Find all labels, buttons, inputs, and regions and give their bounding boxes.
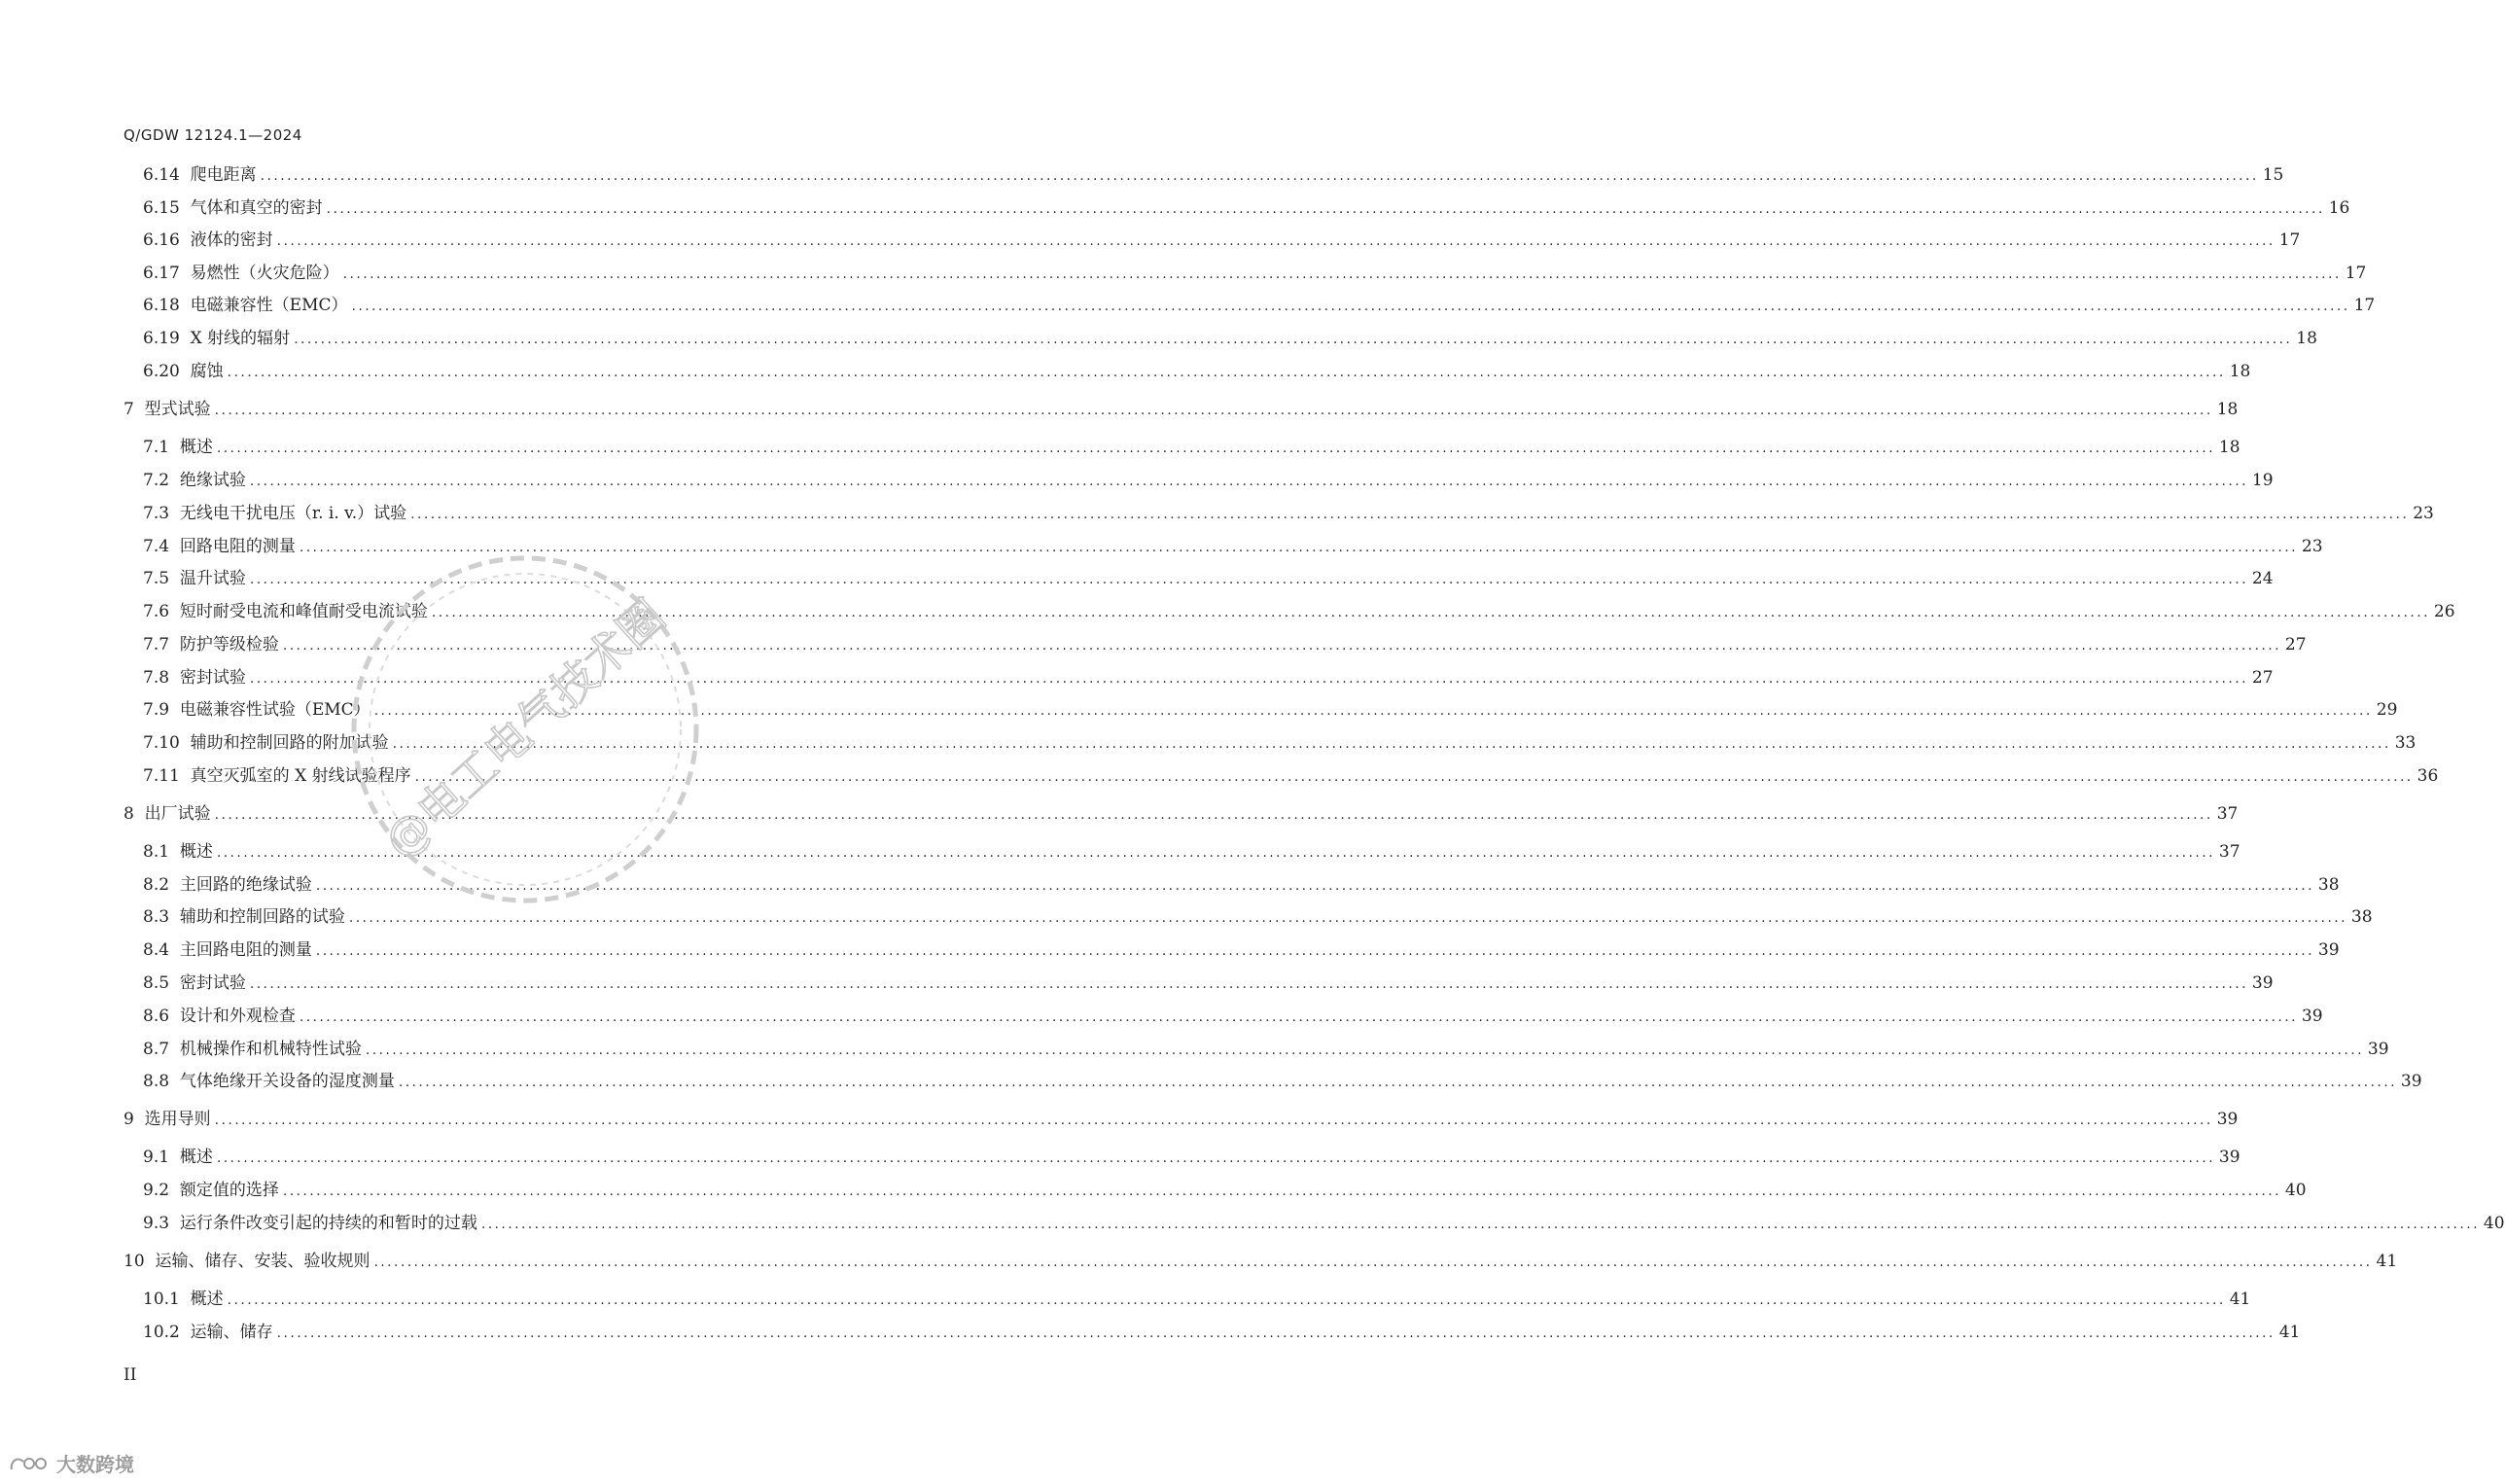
toc-entry-title: 防护等级检验 — [179, 635, 279, 654]
toc-entry-spacer — [180, 261, 191, 286]
toc-entry-title: 概述 — [179, 1148, 213, 1167]
toc-entry-spacer — [169, 1211, 180, 1236]
toc-dot-leader: ............................................................................................................................................................................................................................................................................................................ — [351, 299, 2350, 314]
toc-entry-spacer — [180, 162, 191, 188]
toc-entry-page: 33 — [2394, 733, 2417, 753]
toc-entry-number: 10.1 — [143, 1290, 180, 1309]
toc-dot-leader: ............................................................................................................................................................................................................................................................................................................ — [294, 332, 2293, 347]
toc-dot-leader: ............................................................................................................................................................................................................................................................................................................ — [315, 878, 2314, 894]
toc-dot-leader: ............................................................................................................................................................................................................................................................................................................ — [410, 507, 2410, 522]
toc-entry-number: 9 — [123, 1110, 134, 1129]
toc-entry-page: 23 — [2413, 504, 2434, 523]
toc-entry-page: 37 — [2216, 804, 2239, 824]
toc-entry-spacer — [169, 697, 180, 723]
toc-section-entry[interactable] — [143, 1145, 2240, 1170]
toc-entry-number: 7.4 — [143, 537, 170, 556]
toc-section-entry[interactable] — [143, 1004, 2323, 1029]
toc-entry-page: 26 — [2433, 602, 2455, 621]
toc-section-entry[interactable] — [143, 1320, 2301, 1345]
toc-entry-spacer — [169, 435, 180, 460]
toc-dot-leader: ............................................................................................................................................................................................................................................................................................................ — [326, 201, 2325, 217]
toc-entry-page: 17 — [2278, 230, 2301, 250]
toc-entry-page: 15 — [2262, 165, 2284, 185]
toc-section-entry[interactable] — [143, 632, 2307, 657]
toc-dot-leader: ............................................................................................................................................................................................................................................................................................................ — [260, 168, 2259, 184]
toc-dot-leader: ............................................................................................................................................................................................................................................................................................................ — [276, 1325, 2276, 1341]
toc-dot-leader: ............................................................................................................................................................................................................................................................................................................ — [214, 807, 2213, 823]
toc-section-entry[interactable] — [143, 763, 2439, 789]
toc-section-entry[interactable] — [143, 534, 2323, 559]
toc-entry-page: 27 — [2251, 668, 2274, 688]
toc-entry-title: 运输、储存、安装、验收规则 — [155, 1252, 370, 1271]
toc-entry-spacer — [180, 195, 191, 221]
toc-entry-spacer — [169, 501, 180, 526]
toc-section-entry[interactable] — [143, 435, 2240, 460]
toc-dot-leader: ............................................................................................................................................................................................................................................................................................................ — [276, 233, 2276, 249]
toc-entry-spacer — [180, 1287, 191, 1312]
toc-entry-title: 辅助和控制回路的附加试验 — [190, 733, 389, 753]
toc-dot-leader: ............................................................................................................................................................................................................................................................................................................ — [227, 1292, 2226, 1308]
toc-entry-spacer — [169, 632, 180, 657]
toc-entry-spacer — [169, 904, 180, 930]
toc-entry-page: 27 — [2284, 635, 2307, 654]
toc-entry-title: 主回路电阻的测量 — [179, 940, 312, 960]
toc-entry-title: 气体和真空的密封 — [190, 198, 323, 218]
toc-entry-spacer — [180, 326, 191, 351]
toc-dot-leader: ............................................................................................................................................................................................................................................................................................................ — [214, 403, 2213, 418]
toc-section-entry[interactable] — [143, 1069, 2422, 1094]
toc-entry-title: 电磁兼容性（EMC） — [190, 296, 348, 315]
toc-entry-page: 39 — [2301, 1007, 2323, 1026]
toc-entry-spacer — [134, 801, 145, 827]
toc-dot-leader: ............................................................................................................................................................................................................................................................................................................ — [398, 1075, 2397, 1090]
toc-entry-number: 9.2 — [143, 1181, 170, 1200]
page-number-roman: II — [123, 1365, 137, 1385]
toc-entry-number: 7.6 — [143, 602, 170, 621]
toc-entry-number: 8 — [123, 804, 134, 824]
toc-chapter-entry[interactable] — [123, 397, 2239, 422]
toc-entry-title: 无线电干扰电压（r. i. v.）试验 — [179, 504, 407, 523]
toc-entry-number: 7.5 — [143, 569, 170, 588]
toc-chapter-entry[interactable] — [123, 1249, 2398, 1274]
toc-entry-title: 密封试验 — [179, 973, 246, 993]
toc-entry-page: 29 — [2376, 700, 2398, 720]
toc-dot-leader: ............................................................................................................................................................................................................................................................................................................ — [282, 638, 2281, 654]
toc-entry-page: 18 — [2229, 362, 2251, 381]
toc-dot-leader: ............................................................................................................................................................................................................................................................................................................ — [216, 441, 2215, 456]
toc-section-entry[interactable] — [143, 1287, 2251, 1312]
toc-entry-page: 38 — [2317, 875, 2340, 895]
toc-section-entry[interactable] — [143, 228, 2301, 253]
toc-entry-number: 10.2 — [143, 1323, 180, 1342]
toc-entry-title: 绝缘试验 — [179, 471, 246, 490]
toc-entry-number: 7.3 — [143, 504, 170, 523]
toc-chapter-entry[interactable] — [123, 1107, 2239, 1132]
toc-entry-spacer — [169, 534, 180, 559]
toc-entry-spacer — [180, 228, 191, 253]
brand-name: 大数跨境 — [56, 1453, 134, 1476]
toc-entry-page: 18 — [2216, 400, 2239, 419]
toc-entry-number: 6.16 — [143, 230, 180, 250]
watermark-text: @电工电气技术圈 — [373, 589, 676, 868]
toc-dot-leader: ............................................................................................................................................................................................................................................................................................................ — [227, 365, 2226, 380]
toc-dot-leader: ............................................................................................................................................................................................................................................................................................................ — [315, 943, 2314, 959]
toc-dot-leader: ............................................................................................................................................................................................................................................................................................................ — [365, 1042, 2364, 1058]
toc-entry-spacer — [180, 1320, 191, 1345]
toc-entry-spacer — [180, 730, 191, 756]
toc-dot-leader: ............................................................................................................................................................................................................................................................................................................ — [480, 1217, 2480, 1232]
toc-dot-leader: ............................................................................................................................................................................................................................................................................................................ — [249, 976, 2248, 992]
toc-entry-title: 爬电距离 — [190, 165, 257, 185]
toc-entry-title: 型式试验 — [144, 400, 211, 419]
toc-section-entry[interactable] — [143, 599, 2455, 624]
toc-section-entry[interactable] — [143, 1178, 2307, 1203]
toc-entry-spacer — [180, 763, 191, 789]
toc-entry-spacer — [180, 359, 191, 384]
toc-entry-number: 8.5 — [143, 973, 170, 993]
toc-dot-leader: ............................................................................................................................................................................................................................................................................................................ — [373, 1254, 2373, 1270]
toc-dot-leader: ............................................................................................................................................................................................................................................................................................................ — [249, 474, 2248, 489]
toc-entry-title: 气体绝缘开关设备的湿度测量 — [179, 1072, 395, 1091]
toc-section-entry[interactable] — [143, 566, 2274, 591]
toc-entry-number: 10 — [123, 1252, 145, 1271]
toc-entry-title: 短时耐受电流和峰值耐受电流试验 — [179, 602, 428, 621]
toc-entry-spacer — [169, 665, 180, 690]
toc-entry-page: 40 — [2483, 1214, 2505, 1233]
toc-entry-page: 41 — [2376, 1252, 2398, 1271]
toc-entry-spacer — [134, 397, 145, 422]
document-code-header: Q/GDW 12124.1—2024 — [123, 126, 302, 144]
toc-entry-page: 40 — [2284, 1181, 2307, 1200]
toc-entry-number: 7.9 — [143, 700, 170, 720]
toc-entry-number: 7 — [123, 400, 134, 419]
toc-section-entry[interactable] — [143, 697, 2398, 723]
toc-section-entry[interactable] — [143, 872, 2340, 898]
toc-entry-spacer — [169, 1037, 180, 1062]
toc-entry-title: 概述 — [179, 842, 213, 862]
toc-entry-title: 密封试验 — [179, 668, 246, 688]
toc-entry-number: 8.6 — [143, 1007, 170, 1026]
toc-entry-title: 电磁兼容性试验（EMC） — [179, 700, 370, 720]
toc-entry-number: 7.11 — [143, 766, 180, 786]
toc-entry-number: 7.8 — [143, 668, 170, 688]
toc-entry-page: 41 — [2278, 1323, 2301, 1342]
toc-entry-title: 概述 — [179, 438, 213, 457]
toc-dot-leader: ............................................................................................................................................................................................................................................................................................................ — [431, 605, 2430, 620]
toc-entry-page: 39 — [2218, 1148, 2240, 1167]
toc-entry-spacer — [180, 293, 191, 318]
toc-chapter-entry[interactable] — [123, 801, 2239, 827]
toc-entry-number: 6.17 — [143, 264, 180, 283]
toc-entry-spacer — [169, 971, 180, 996]
toc-section-entry[interactable] — [143, 937, 2340, 963]
toc-entry-title: X 射线的辐射 — [190, 329, 291, 348]
toc-section-entry[interactable] — [143, 326, 2317, 351]
toc-section-entry[interactable] — [143, 904, 2373, 930]
toc-section-entry[interactable] — [143, 293, 2376, 318]
toc-entry-number: 7.10 — [143, 733, 180, 753]
toc-entry-number: 6.18 — [143, 296, 180, 315]
toc-entry-page: 23 — [2301, 537, 2323, 556]
toc-entry-number: 8.7 — [143, 1040, 170, 1059]
toc-dot-leader: ............................................................................................................................................................................................................................................................................................................ — [249, 572, 2248, 587]
toc-dot-leader: ............................................................................................................................................................................................................................................................................................................ — [414, 769, 2414, 785]
toc-entry-spacer — [169, 1004, 180, 1029]
toc-dot-leader: ............................................................................................................................................................................................................................................................................................................ — [214, 1113, 2213, 1128]
toc-entry-number: 7.7 — [143, 635, 170, 654]
toc-entry-number: 9.3 — [143, 1214, 170, 1233]
toc-entry-spacer — [169, 468, 180, 493]
toc-dot-leader: ............................................................................................................................................................................................................................................................................................................ — [392, 736, 2391, 752]
toc-entry-page: 19 — [2251, 471, 2274, 490]
toc-entry-title: 选用导则 — [144, 1110, 211, 1129]
toc-entry-number: 8.8 — [143, 1072, 170, 1091]
toc-section-entry[interactable] — [143, 501, 2434, 526]
toc-entry-page: 39 — [2216, 1110, 2239, 1129]
toc-entry-page: 17 — [2353, 296, 2376, 315]
toc-entry-spacer — [169, 1069, 180, 1094]
toc-section-entry[interactable] — [143, 971, 2274, 996]
toc-entry-number: 6.15 — [143, 198, 180, 218]
toc-section-entry[interactable] — [143, 468, 2274, 493]
toc-entry-number: 7.1 — [143, 438, 170, 457]
toc-entry-page: 17 — [2345, 264, 2367, 283]
toc-entry-page: 37 — [2218, 842, 2240, 862]
toc-entry-spacer — [169, 872, 180, 898]
toc-entry-spacer — [169, 1178, 180, 1203]
toc-entry-spacer — [169, 839, 180, 865]
toc-entry-page: 39 — [2317, 940, 2340, 960]
toc-entry-title: 机械操作和机械特性试验 — [179, 1040, 362, 1059]
toc-entry-spacer — [169, 599, 180, 624]
toc-entry-spacer — [169, 1145, 180, 1170]
toc-entry-page: 18 — [2296, 329, 2317, 348]
toc-dot-leader: ............................................................................................................................................................................................................................................................................................................ — [299, 1009, 2298, 1025]
toc-entry-number: 6.14 — [143, 165, 180, 185]
toc-entry-title: 腐蚀 — [190, 362, 224, 381]
toc-entry-spacer — [145, 1249, 156, 1274]
toc-section-entry[interactable] — [143, 839, 2240, 865]
toc-entry-number: 8.2 — [143, 875, 170, 895]
toc-entry-number: 6.20 — [143, 362, 180, 381]
toc-entry-title: 出厂试验 — [144, 804, 211, 824]
toc-entry-title: 设计和外观检查 — [179, 1007, 296, 1026]
toc-entry-number: 9.1 — [143, 1148, 170, 1167]
toc-entry-title: 液体的密封 — [190, 230, 273, 250]
toc-entry-number: 8.3 — [143, 907, 170, 927]
toc-entry-number: 8.1 — [143, 842, 170, 862]
toc-entry-page: 36 — [2417, 766, 2439, 786]
brand-logo-icon — [8, 1452, 51, 1475]
toc-entry-page: 24 — [2251, 569, 2274, 588]
toc-dot-leader: ............................................................................................................................................................................................................................................................................................................ — [216, 1150, 2215, 1166]
toc-entry-title: 运行条件改变引起的持续的和暂时的过载 — [179, 1214, 477, 1233]
toc-entry-title: 真空灭弧室的 X 射线试验程序 — [190, 766, 411, 786]
toc-entry-number: 6.19 — [143, 329, 180, 348]
toc-entry-page: 18 — [2218, 438, 2240, 457]
toc-dot-leader: ............................................................................................................................................................................................................................................................................................................ — [282, 1184, 2281, 1199]
toc-dot-leader: ............................................................................................................................................................................................................................................................................................................ — [342, 266, 2342, 282]
toc-section-entry[interactable] — [143, 1037, 2389, 1062]
toc-dot-leader: ............................................................................................................................................................................................................................................................................................................ — [373, 703, 2373, 719]
toc-entry-page: 39 — [2400, 1072, 2422, 1091]
brand-watermark — [8, 1449, 134, 1477]
toc-entry-page: 38 — [2350, 907, 2373, 927]
toc-entry-title: 运输、储存 — [190, 1323, 273, 1342]
toc-entry-title: 回路电阻的测量 — [179, 537, 296, 556]
toc-entry-title: 主回路的绝缘试验 — [179, 875, 312, 895]
toc-dot-leader: ............................................................................................................................................................................................................................................................................................................ — [348, 910, 2347, 926]
toc-dot-leader: ............................................................................................................................................................................................................................................................................................................ — [249, 671, 2248, 687]
toc-section-entry[interactable] — [143, 359, 2251, 384]
toc-entry-title: 概述 — [190, 1290, 224, 1309]
toc-section-entry[interactable] — [143, 162, 2284, 188]
toc-entry-number: 8.4 — [143, 940, 170, 960]
toc-entry-spacer — [169, 937, 180, 963]
toc-entry-page: 16 — [2328, 198, 2350, 218]
toc-entry-spacer — [169, 566, 180, 591]
toc-entry-page: 39 — [2367, 1040, 2389, 1059]
toc-section-entry[interactable] — [143, 730, 2417, 756]
toc-entry-page: 41 — [2229, 1290, 2251, 1309]
toc-entry-title: 额定值的选择 — [179, 1181, 279, 1200]
toc-entry-spacer — [134, 1107, 145, 1132]
toc-entry-title: 辅助和控制回路的试验 — [179, 907, 345, 927]
toc-entry-title: 温升试验 — [179, 569, 246, 588]
toc-section-entry[interactable] — [143, 665, 2274, 690]
toc-section-entry[interactable] — [143, 261, 2367, 286]
toc-section-entry[interactable] — [143, 195, 2350, 221]
toc-entry-page: 39 — [2251, 973, 2274, 993]
toc-dot-leader: ............................................................................................................................................................................................................................................................................................................ — [216, 845, 2215, 861]
toc-entry-title: 易燃性（火灾危险） — [190, 264, 339, 283]
toc-section-entry[interactable] — [143, 1211, 2505, 1236]
toc-dot-leader: ............................................................................................................................................................................................................................................................................................................ — [299, 540, 2298, 555]
toc-entry-number: 7.2 — [143, 471, 170, 490]
